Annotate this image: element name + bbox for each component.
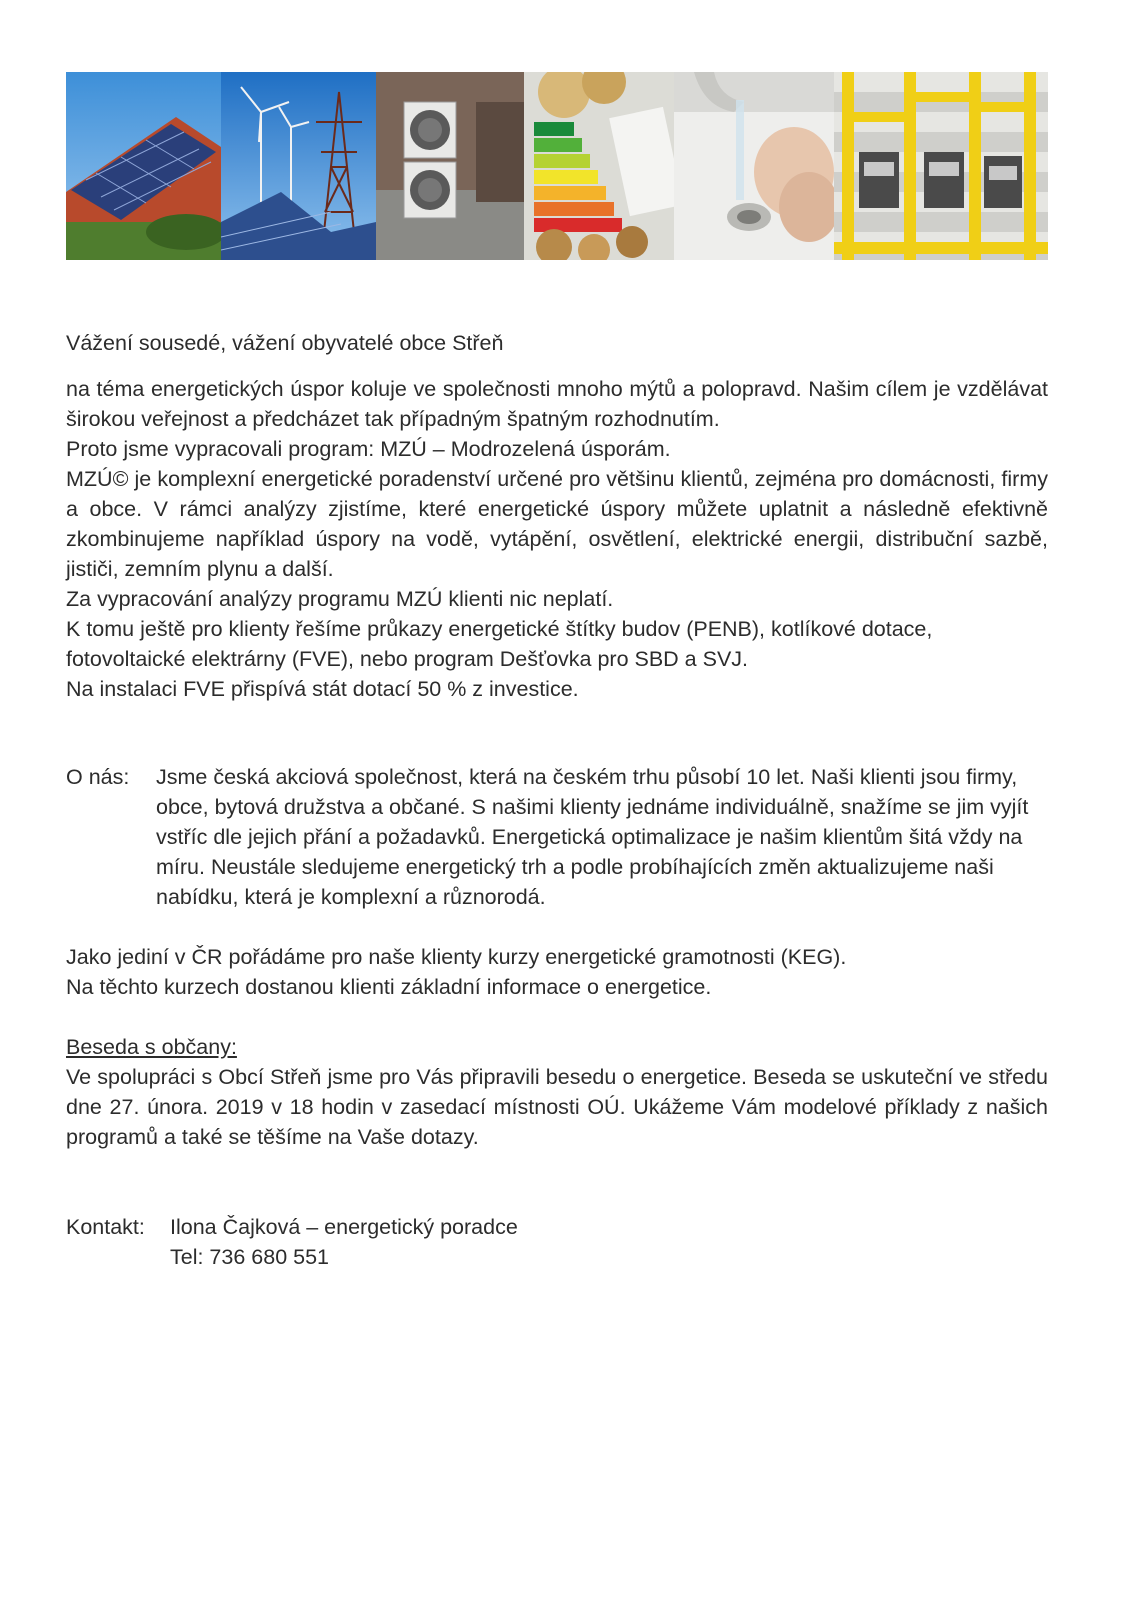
about-section [66, 762, 1048, 912]
about-label: O nás: [66, 765, 130, 789]
about-text: Jsme česká akciová společnost, která na českém trhu působí 10 let. Naši klienti jsou firmy, obce, bytová družstva a občané. S našimi klienty jednáme individuálně, snažíme se jim vyjít vstříc dle jejich přání a požadavků. Energetická optimalizace je našim klientům šitá vždy na míru. Neustále sledujeme energetický trh a podle probíhajících změn aktualizujeme naši nabídku, která je komplexní a různorodá. [156, 765, 1029, 909]
keg-paragraph-2: Na těchto kurzech dostanou klienti základní informace o energetice. [66, 975, 712, 999]
greeting: Vážení sousedé, vážení obyvatelé obce Střeň [66, 331, 504, 355]
intro-paragraph-5: K tomu ještě pro klienty řešíme průkazy energetické štítky budov (PENB), kotlíkové dotace, fotovoltaické elektrárny (FVE), nebo program Dešťovka pro SBD a SVJ. [66, 617, 933, 671]
wind-power-lines-image [221, 72, 376, 260]
contact-section [66, 1212, 1048, 1242]
beseda-text: Ve spolupráci s Obcí Střeň jsme pro Vás připravili besedu o energetice. Beseda se uskuteční ve středu dne 27. února. 2019 v 18 hodin v zasedací místnosti OÚ. Ukážeme Vám modelové příklady z našich programů a také se těšíme na Vaše dotazy. [66, 1065, 1048, 1149]
contact-phone: Tel: 736 680 551 [170, 1245, 329, 1269]
heat-pump-image [376, 72, 524, 260]
gas-meters-image [834, 72, 1048, 260]
beseda-heading: Beseda s občany: [66, 1035, 237, 1059]
intro-paragraph-3: MZÚ© je komplexní energetické poradenství určené pro většinu klientů, zejména pro domácnosti, firmy a obce. V rámci analýzy zjistíme, které energetické úspory můžete uplatnit a následně efektivně zkombinujeme například úspory na vodě, vytápění, osvětlení, elektrické energii, distribuční sazbě, jističi, zemním plynu a další. [66, 467, 1048, 581]
intro-paragraph-4: Za vypracování analýzy programu MZÚ klienti nic neplatí. [66, 587, 614, 611]
intro-paragraph-2: Proto jsme vypracovali program: MZÚ – Modrozelená úsporám. [66, 437, 671, 461]
solar-roof-image [66, 72, 221, 260]
intro-paragraph-1: na téma energetických úspor koluje ve společnosti mnoho mýtů a polopravd. Našim cílem je vzdělávat širokou veřejnost a předcházet tak případným špatným rozhodnutím. [66, 377, 1048, 431]
intro-paragraph-6: Na instalaci FVE přispívá stát dotací 50 % z investice. [66, 677, 579, 701]
water-faucet-image [674, 72, 834, 260]
header-photo-banner [66, 72, 1048, 260]
contact-name: Ilona Čajková – energetický poradce [170, 1215, 518, 1239]
energy-label-coins-image [524, 72, 674, 260]
contact-label: Kontakt: [66, 1215, 145, 1239]
keg-paragraph-1: Jako jediní v ČR pořádáme pro naše klienty kurzy energetické gramotnosti (KEG). [66, 945, 847, 969]
letter-body [66, 328, 1048, 1272]
